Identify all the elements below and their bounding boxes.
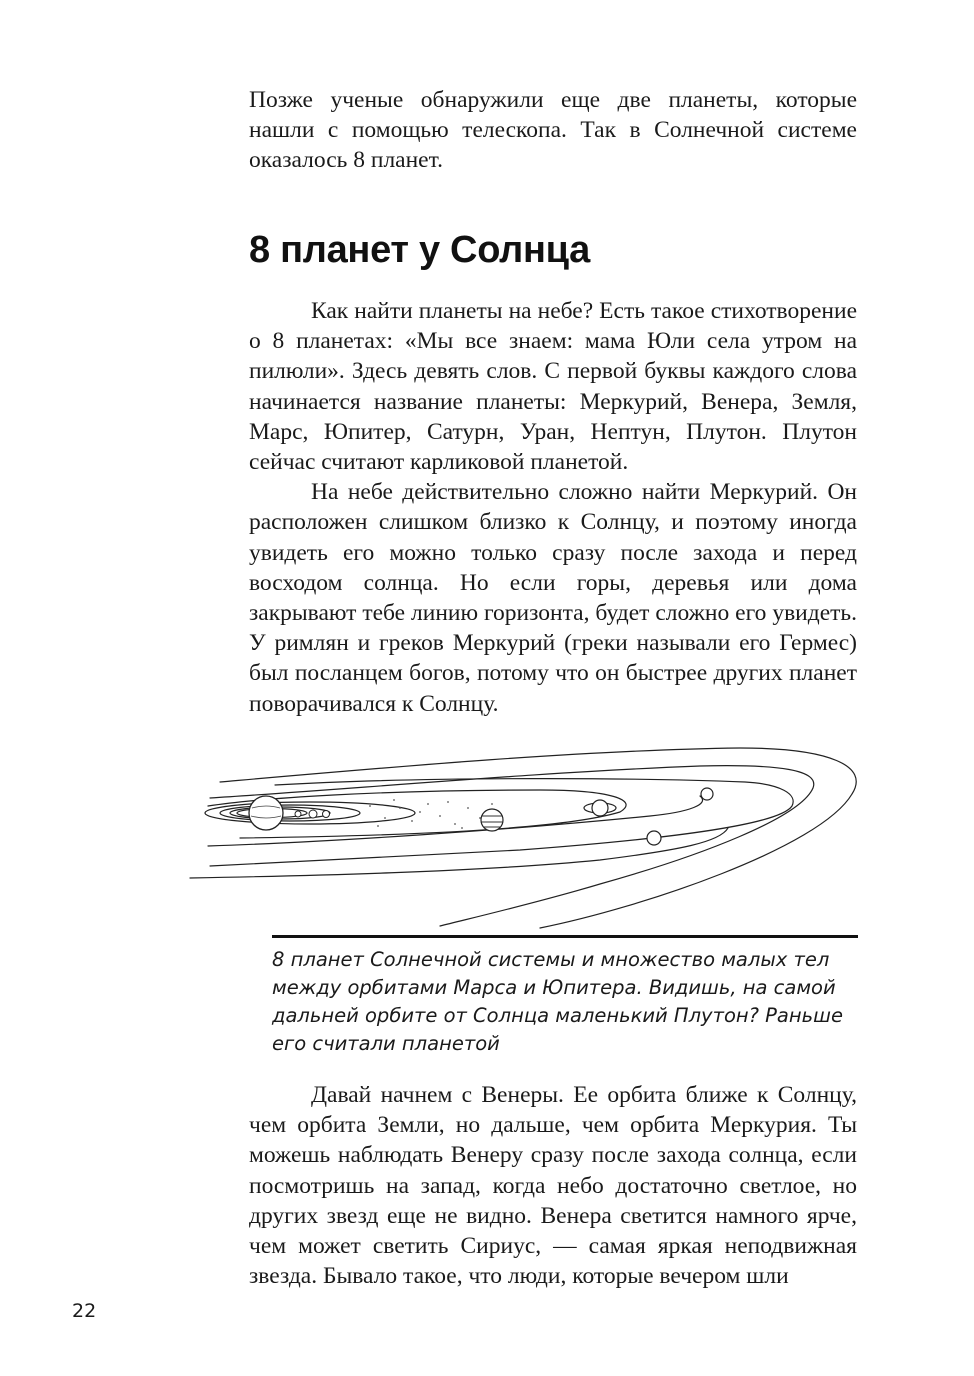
planet-icon [323,811,330,818]
saturn-icon [592,800,608,816]
paragraph-poem: Как найти планеты на небе? Есть такое стихотворение о 8 планетах: «Мы все знаем: мама Юли села утром на пилюли». Здесь девять слов. С первой буквы каждого слова начинается название планеты: Меркурий, Венера, Земля, Марс, Юпитер, Сатурн, Уран, Нептун, Плутон. Плутон сейчас считают карликовой планетой. [249,298,857,476]
page-number: 22 [72,1300,97,1322]
intro-text-block [249,85,857,176]
paragraph-mercury: На небе действительно сложно найти Меркурий. Он расположен слишком близко к Солнцу, и поэтому иногда увидеть его можно только сразу после захода и перед восходом солнца. Но если горы, деревья или дома закрывают тебе линию горизонта, будет сложно его увидеть. У римлян и греков Меркурий (греки называли его Гермес) был посланцем богов, потому что он быстрее других планет поворачивался к Солнцу. [249,479,857,717]
section-heading: 8 планет у Солнца [249,229,591,271]
main-text-block [249,296,857,719]
asteroid-belt [369,799,493,829]
paragraph-venus: Давай начнем с Венеры. Ее орбита ближе к Солнцу, чем орбита Земли, но дальше, чем орбита Меркурия. Ты можешь наблюдать Венеру сразу после захода солнца, если посмотришь на запад, когда небо достаточно светлое, но других звезд еще не видно. Венера светится намного ярче, чем может светить Сириус, — самая яркая неподвижная звезда. Бывало такое, что люди, которые вечером шли [249,1082,857,1290]
venus-text-block [249,1080,857,1291]
intro-paragraph: Позже ученые обнаружили еще две планеты, которые нашли с помощью телескопа. Так в Солнечной системе оказалось 8 планет. [249,87,857,174]
jupiter-icon [481,809,503,831]
uranus-icon [647,831,661,845]
solar-system-illustration [180,738,870,933]
planet-icon [309,810,317,818]
planet-icon [295,811,301,817]
neptune-icon [701,788,713,800]
figure-caption: 8 планет Солнечной системы и множество малых тел между орбитами Марса и Юпитера. Видишь, на самой дальней орбите от Солнца маленький Плутон? Раньше его считали планетой [272,948,843,1055]
sun-icon [249,796,283,830]
caption-divider [272,935,858,938]
